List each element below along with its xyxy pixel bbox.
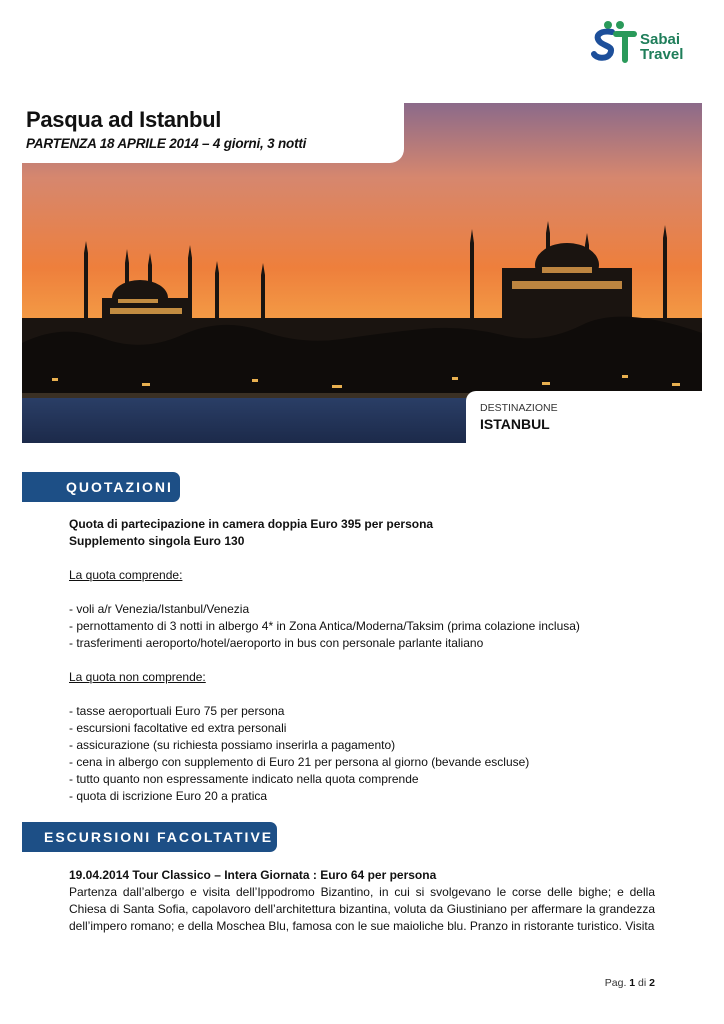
includes-heading: La quota comprende: [69,568,183,582]
tour-description: Partenza dall’albergo e visita dell’Ippodromo Bizantino, in cui si svolgevano le corse delle bighe; e della Chiesa di Santa Sofia, capolavoro dell’architettura bizantina, voluta da Giustiniano per affermare la grandezza dell’impero romano; e della Moschea Blu, famosa con le sue maioliche blu. Pranzo in ristorante turistico. Visita [69,885,655,933]
destination-value: ISTANBUL [480,416,550,432]
list-item: - tutto quanto non espressamente indicato nella quota comprende [69,772,419,786]
destination-label: DESTINAZIONE [480,402,558,414]
list-item: - cena in albergo con supplemento di Euro 21 per persona al giorno (bevande escluse) [69,755,530,769]
total-pages: 2 [649,977,655,989]
page-title: Pasqua ad Istanbul [26,107,222,132]
hero-image [22,103,702,443]
escursioni-content [69,867,655,935]
page-number [605,977,655,989]
single-supplement-line: Supplemento singola Euro 130 [69,534,245,548]
logo-text [640,32,683,62]
list-item: - quota di iscrizione Euro 20 a pratica [69,789,268,803]
tour-title: 19.04.2014 Tour Classico – Intera Giornata : Euro 64 per persona [69,868,437,882]
excludes-heading: La quota non comprende: [69,670,206,684]
quotazioni-content [69,516,655,805]
list-item: - voli a/r Venezia/Istanbul/Venezia [69,602,250,616]
current-page: 1 [629,977,636,989]
section-header-quotazioni: QUOTAZIONI [22,472,180,502]
section-header-escursioni: ESCURSIONI FACOLTATIVE [22,822,277,852]
list-item: - assicurazione (su richiesta possiamo inserirla a pagamento) [69,738,396,752]
departure-subtitle: PARTENZA 18 APRILE 2014 – 4 giorni, 3 notti [26,136,307,151]
destination-box [466,391,702,443]
list-item: - trasferimenti aeroporto/hotel/aeroporto in bus con personale parlante italiano [69,636,484,650]
page-separator: di [635,977,650,989]
list-item: - tasse aeroportuali Euro 75 per persona [69,704,285,718]
logo-line-1: Sabai [640,31,681,48]
page-prefix: Pag. [604,977,630,989]
price-line: Quota di partecipazione in camera doppia Euro 395 per persona [69,517,434,531]
list-item: - pernottamento di 3 notti in albergo 4* in Zona Antica/Moderna/Taksim (prima colazione inclusa) [69,619,580,633]
logo-line-2: Travel [640,46,684,63]
st-logo-icon [590,20,640,64]
list-item: - escursioni facoltative ed extra personali [69,721,287,735]
title-box [22,103,404,163]
sabai-travel-logo [590,20,690,64]
